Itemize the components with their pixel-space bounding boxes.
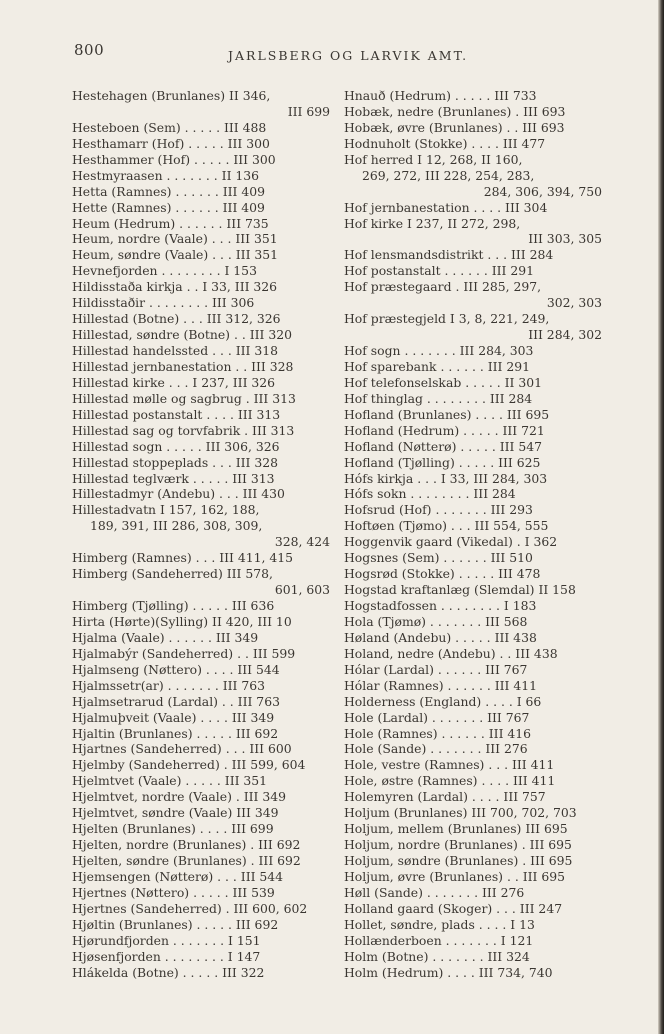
index-entry: Holjum, øvre (Brunlanes) . . III 695 [344, 868, 565, 884]
index-entry: Hodnuholt (Stokke) . . . . III 477 [344, 135, 546, 151]
index-entry: Hólar (Ramnes) . . . . . . III 411 [344, 677, 538, 693]
index-entry: 269, 272, III 228, 254, 283, [362, 167, 535, 183]
index-entry: Høll (Sande) . . . . . . . III 276 [344, 884, 525, 900]
index-entry: Himberg (Sandeherred) III 578, [72, 566, 273, 582]
index-entry: Hof præstegjeld I 3, 8, 221, 249, [344, 311, 550, 327]
index-entry: Hjalmsetrarud (Lardal) . . III 763 [72, 693, 280, 709]
index-entry: Hirta (Hørte)(Sylling) II 420, III 10 [72, 613, 292, 629]
index-entry: Hoftøen (Tjømo) . . . III 554, 555 [344, 518, 549, 534]
index-entry: Hobæk, nedre (Brunlanes) . III 693 [344, 103, 566, 119]
index-entry: Hof sparebank . . . . . . III 291 [344, 358, 531, 374]
index-entry: Hjalmseng (Nøttero) . . . . III 544 [72, 661, 280, 677]
index-entry: Heum (Hedrum) . . . . . . III 735 [72, 215, 269, 231]
index-entry: Holjum, nordre (Brunlanes) . III 695 [344, 837, 572, 853]
index-entry: Holm (Botne) . . . . . . . III 324 [344, 948, 530, 964]
index-entry: III 699 [287, 103, 330, 119]
index-entry: Hollænderboen . . . . . . . I 121 [344, 932, 534, 948]
index-entry: Hobæk, øvre (Brunlanes) . . III 693 [344, 119, 565, 135]
index-entry: Holderness (England) . . . . I 66 [344, 693, 542, 709]
index-entry: Hillestad mølle og sagbrug . III 313 [72, 390, 296, 406]
index-entry: Hesthammer (Hof) . . . . . III 300 [72, 151, 276, 167]
index-entry: Holemyren (Lardal) . . . . III 757 [344, 789, 546, 805]
index-entry: 328, 424 [274, 534, 330, 550]
index-entry: Hjertnes (Sandeherred) . III 600, 602 [72, 900, 308, 916]
index-entry: Hjelten (Brunlanes) . . . . III 699 [72, 821, 274, 837]
index-entry: Hófs kirkja . . . I 33, III 284, 303 [344, 470, 548, 486]
index-entry: Hof thinglag . . . . . . . . III 284 [344, 390, 533, 406]
index-entry: Hjemsengen (Nøtterø) . . . III 544 [72, 868, 284, 884]
index-entry: Himberg (Ramnes) . . . III 411, 415 [72, 550, 294, 566]
index-entry: Hjøsenfjorden . . . . . . . . I 147 [72, 948, 261, 964]
index-entry: Hjalmssetr(ar) . . . . . . . III 763 [72, 677, 266, 693]
index-entry: Hole, østre (Ramnes) . . . . III 411 [344, 773, 556, 789]
index-entry: Hetta (Ramnes) . . . . . . III 409 [72, 183, 265, 199]
index-entry: Hillestad postanstalt . . . . III 313 [72, 406, 281, 422]
index-entry: III 303, 305 [528, 231, 602, 247]
index-entry: Hillestad sag og torvfabrik . III 313 [72, 422, 295, 438]
index-entry: Hillestad kirke . . . I 237, III 326 [72, 374, 276, 390]
index-entry: Holjum (Brunlanes) III 700, 702, 703 [344, 805, 577, 821]
index-entry: Hofland (Nøtterø) . . . . . III 547 [344, 438, 543, 454]
index-entry: Heum, søndre (Vaale) . . . III 351 [72, 247, 279, 263]
index-entry: 189, 391, III 286, 308, 309, [90, 518, 263, 534]
index-entry: Holjum, mellem (Brunlanes) III 695 [344, 821, 568, 837]
index-column-left [72, 88, 330, 981]
index-entry: Hillestad handelssted . . . III 318 [72, 343, 279, 358]
index-entry: Hevnefjorden . . . . . . . . I 153 [72, 263, 257, 279]
index-entry: Hnauð (Hedrum) . . . . . III 733 [344, 88, 537, 103]
index-entry: Hjartnes (Sandeherred) . . . III 600 [72, 741, 292, 757]
index-entry: Hólar (Lardal) . . . . . . III 767 [344, 661, 528, 677]
index-entry: Heum, nordre (Vaale) . . . III 351 [72, 231, 278, 247]
index-entry: Hogstad kraftanlæg (Slemdal) II 158 [344, 582, 576, 598]
index-entry: Hole, vestre (Ramnes) . . . III 411 [344, 757, 555, 773]
index-entry: Hole (Ramnes) . . . . . . III 416 [344, 725, 532, 741]
index-entry: Hillestadvatn I 157, 162, 188, [72, 502, 260, 518]
index-entry: Hjalmuþveit (Vaale) . . . . III 349 [72, 709, 275, 725]
index-entry: Hette (Ramnes) . . . . . . III 409 [72, 199, 265, 215]
index-entry: Hjelmby (Sandeherred) . III 599, 604 [72, 757, 306, 773]
index-entry: Hof postanstalt . . . . . . III 291 [344, 263, 535, 279]
index-entry: Holjum, søndre (Brunlanes) . III 695 [344, 853, 573, 868]
index-entry: Hof telefonselskab . . . . . II 301 [344, 374, 542, 390]
index-entry: Høland (Andebu) . . . . . III 438 [344, 629, 537, 645]
index-entry: Hillestad (Botne) . . . III 312, 326 [72, 311, 281, 327]
index-entry: 284, 306, 394, 750 [483, 183, 602, 199]
index-entry: Hof sogn . . . . . . . III 284, 303 [344, 343, 534, 358]
index-entry: Hofland (Brunlanes) . . . . III 695 [344, 406, 550, 422]
index-entry: Hola (Tjømø) . . . . . . . III 568 [344, 613, 528, 629]
index-entry: Hoggenvik gaard (Vikedal) . I 362 [344, 534, 558, 550]
index-entry: Hjalmabýr (Sandeherred) . . III 599 [72, 645, 296, 661]
index-entry: Hjelten, søndre (Brunlanes) . III 692 [72, 853, 301, 868]
index-entry: Hillestad jernbanestation . . III 328 [72, 358, 294, 374]
index-entry: Hjalma (Vaale) . . . . . . III 349 [72, 629, 259, 645]
index-entry: Holland gaard (Skoger) . . . III 247 [344, 900, 563, 916]
index-entry: Hildisstaða kirkja . . I 33, III 326 [72, 279, 278, 295]
index-entry: Hjelmtvet, nordre (Vaale) . III 349 [72, 789, 286, 805]
index-entry: Hófs sokn . . . . . . . . III 284 [344, 486, 516, 502]
index-entry: Hof herred I 12, 268, II 160, [344, 151, 523, 167]
index-entry: Hogsnes (Sem) . . . . . . III 510 [344, 550, 533, 566]
index-entry: Hole (Lardal) . . . . . . . III 767 [344, 709, 530, 725]
index-entry: Hillestad sogn . . . . . III 306, 326 [72, 438, 280, 454]
index-entry: 601, 603 [274, 582, 330, 598]
index-column-right [344, 88, 602, 981]
index-entry: Hogsrød (Stokke) . . . . . III 478 [344, 566, 541, 582]
index-entry: Hildisstaðir . . . . . . . . III 306 [72, 295, 255, 311]
index-entry: Hofland (Hedrum) . . . . . III 721 [344, 422, 545, 438]
index-entry: Hof præstegaard . III 285, 297, [344, 279, 542, 295]
index-entry: Hestehagen (Brunlanes) II 346, [72, 88, 271, 103]
index-entry: Hof lensmandsdistrikt . . . III 284 [344, 247, 554, 263]
index-entry: Hestmyraasen . . . . . . . II 136 [72, 167, 260, 183]
index-entry: Hofland (Tjølling) . . . . . III 625 [344, 454, 541, 470]
index-entry: Hillestadmyr (Andebu) . . . III 430 [72, 486, 285, 502]
index-entry: Hjertnes (Nøttero) . . . . . III 539 [72, 884, 275, 900]
index-entry: Holm (Hedrum) . . . . III 734, 740 [344, 964, 553, 980]
index-entry: Hillestad stoppeplads . . . III 328 [72, 454, 279, 470]
index-entry: Hof jernbanestation . . . . III 304 [344, 199, 548, 215]
index-entry: Hof kirke I 237, II 272, 298, [344, 215, 521, 231]
page-number: 800 [74, 41, 105, 59]
index-entry: Hjørundfjorden . . . . . . . I 151 [72, 932, 261, 948]
index-entry: Hesteboen (Sem) . . . . . III 488 [72, 119, 267, 135]
running-head-title: JARLSBERG OG LARVIK AMT. [228, 48, 469, 63]
book-spine-edge [658, 0, 664, 1034]
index-entry: Hofsrud (Hof) . . . . . . . III 293 [344, 502, 533, 518]
index-entry: Hogstadfossen . . . . . . . . I 183 [344, 598, 537, 613]
index-entry: Hlákelda (Botne) . . . . . III 322 [72, 964, 265, 980]
index-entry: Hjelmtvet (Vaale) . . . . . III 351 [72, 773, 268, 789]
index-entry: Hesthamarr (Hof) . . . . . III 300 [72, 135, 270, 151]
index-entry: III 284, 302 [528, 327, 602, 343]
index-entry: Hjelten, nordre (Brunlanes) . III 692 [72, 837, 301, 853]
index-entry: Hollet, søndre, plads . . . . I 13 [344, 916, 535, 932]
index-entry: Himberg (Tjølling) . . . . . III 636 [72, 598, 275, 613]
index-entry: Hole (Sande) . . . . . . . III 276 [344, 741, 528, 757]
index-entry: Hjelmtvet, søndre (Vaale) III 349 [72, 805, 279, 821]
index-entry: Hjøltin (Brunlanes) . . . . . III 692 [72, 916, 279, 932]
index-entry: Hillestad teglværk . . . . . III 313 [72, 470, 275, 486]
index-entry: 302, 303 [546, 295, 602, 311]
index-entry: Hillestad, søndre (Botne) . . III 320 [72, 327, 292, 343]
index-entry: Hjaltin (Brunlanes) . . . . . III 692 [72, 725, 279, 741]
index-entry: Holand, nedre (Andebu) . . III 438 [344, 645, 558, 661]
